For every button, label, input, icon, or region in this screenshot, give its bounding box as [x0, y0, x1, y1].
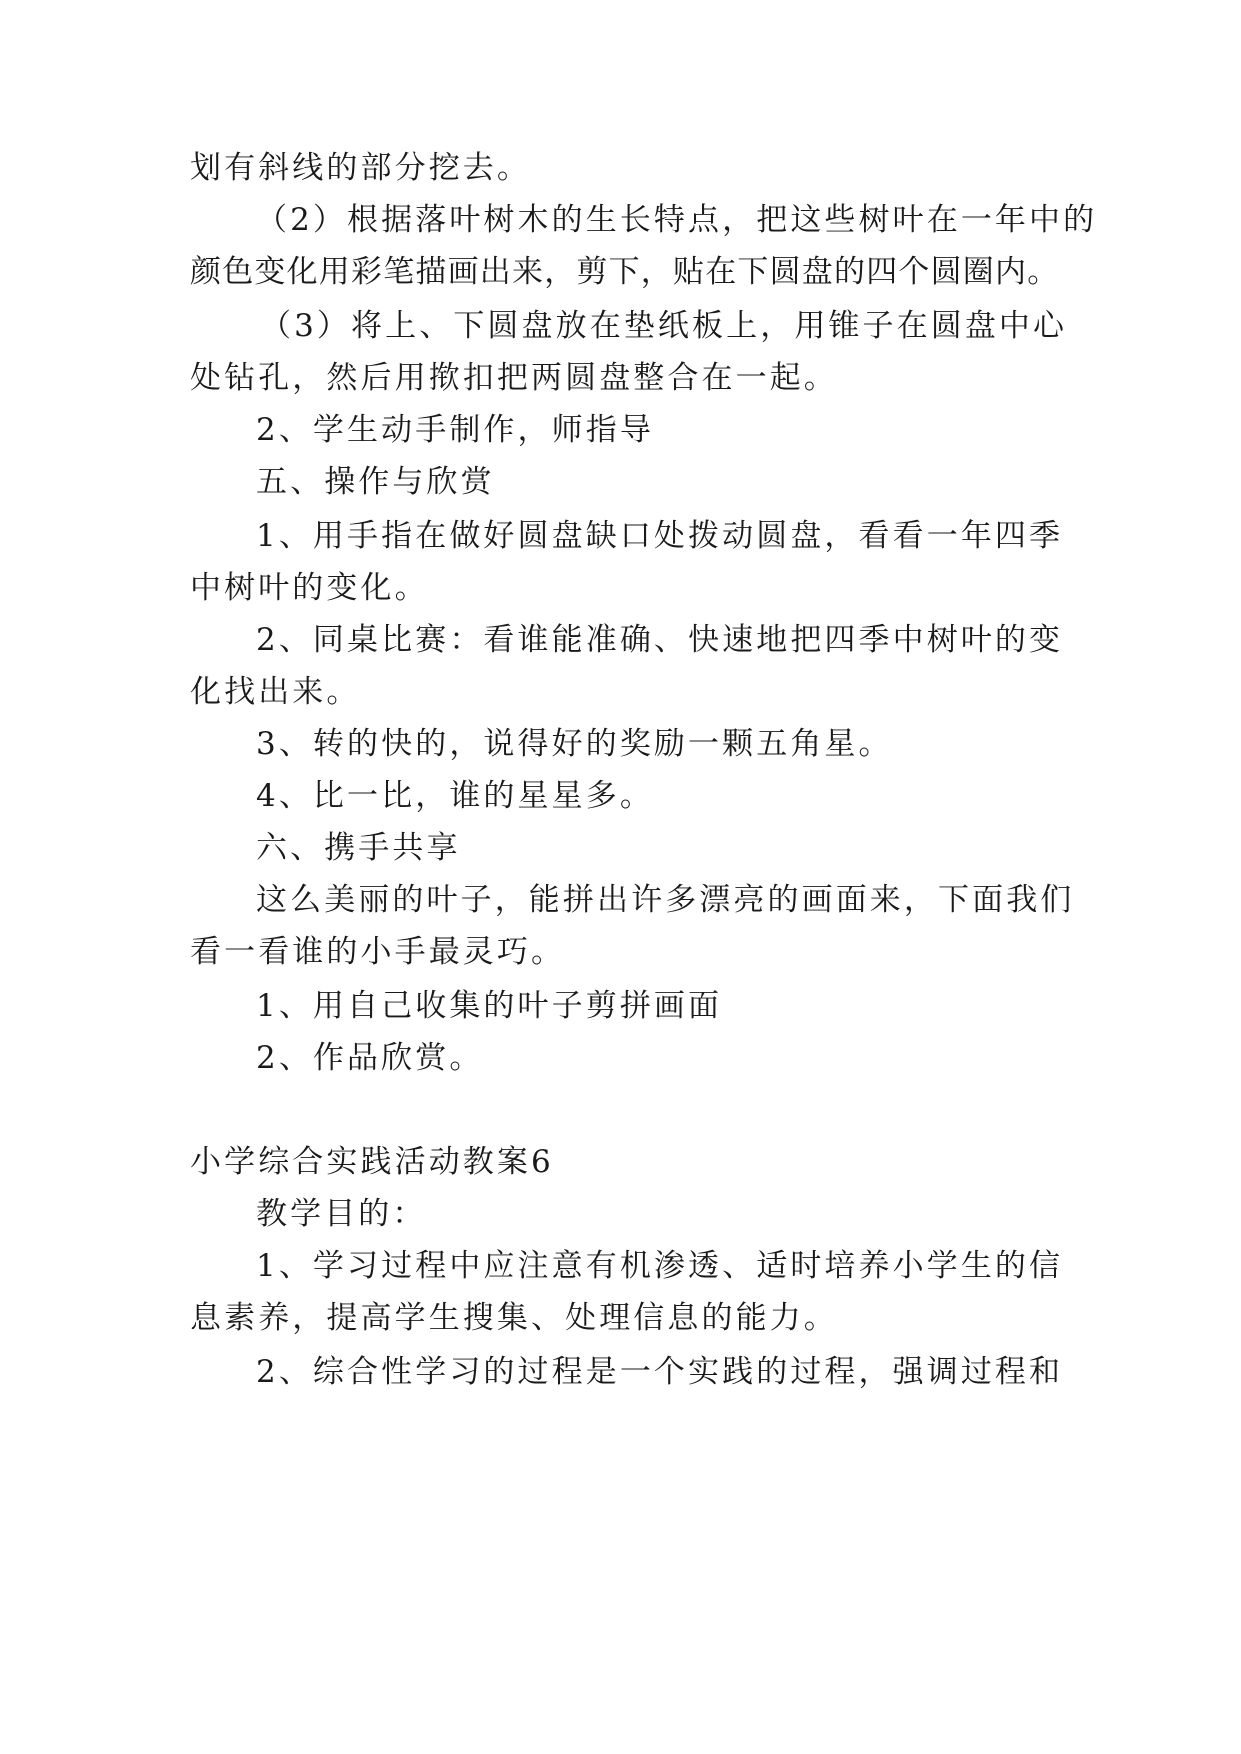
section-heading: 教学目的：	[256, 1196, 427, 1232]
paragraph-line: （3）将上、下圆盘放在垫纸板上，用锥子在圆盘中心	[260, 308, 1068, 344]
section-heading: 六、携手共享	[256, 830, 461, 866]
document-title: 小学综合实践活动教案6	[190, 1144, 554, 1180]
paragraph-line: 2、作品欣赏。	[256, 1040, 484, 1076]
paragraph-line: 处钻孔，然后用揿扣把两圆盘整合在一起。	[190, 360, 838, 396]
paragraph-line: 这么美丽的叶子，能拼出许多漂亮的画面来，下面我们	[256, 882, 1075, 918]
paragraph-line: 颜色变化用彩笔描画出来，剪下，贴在下圆盘的四个圆圈内。	[190, 254, 1060, 290]
paragraph-line: 2、综合性学习的过程是一个实践的过程，强调过程和	[256, 1354, 1064, 1390]
paragraph-line: 4、比一比，谁的星星多。	[256, 778, 654, 814]
paragraph-line: 化找出来。	[190, 674, 361, 710]
paragraph-line: 看一看谁的小手最灵巧。	[190, 934, 566, 970]
paragraph-line: 2、同桌比赛：看谁能准确、快速地把四季中树叶的变	[256, 622, 1064, 658]
paragraph-line: 3、转的快的，说得好的奖励一颗五角星。	[256, 726, 893, 762]
paragraph-line: 1、用自己收集的叶子剪拼画面	[256, 988, 723, 1024]
paragraph-line: 2、学生动手制作，师指导	[256, 412, 654, 448]
paragraph-line: （2）根据落叶树木的生长特点，把这些树叶在一年中的	[256, 202, 1098, 238]
paragraph-line: 息素养，提高学生搜集、处理信息的能力。	[190, 1300, 838, 1336]
paragraph-line: 1、用手指在做好圆盘缺口处拨动圆盘，看看一年四季	[256, 518, 1064, 554]
paragraph-line: 划有斜线的部分挖去。	[190, 150, 531, 186]
paragraph-line: 中树叶的变化。	[190, 570, 429, 606]
paragraph-line: 1、学习过程中应注意有机渗透、适时培养小学生的信	[256, 1248, 1064, 1284]
section-heading: 五、操作与欣赏	[256, 464, 495, 500]
